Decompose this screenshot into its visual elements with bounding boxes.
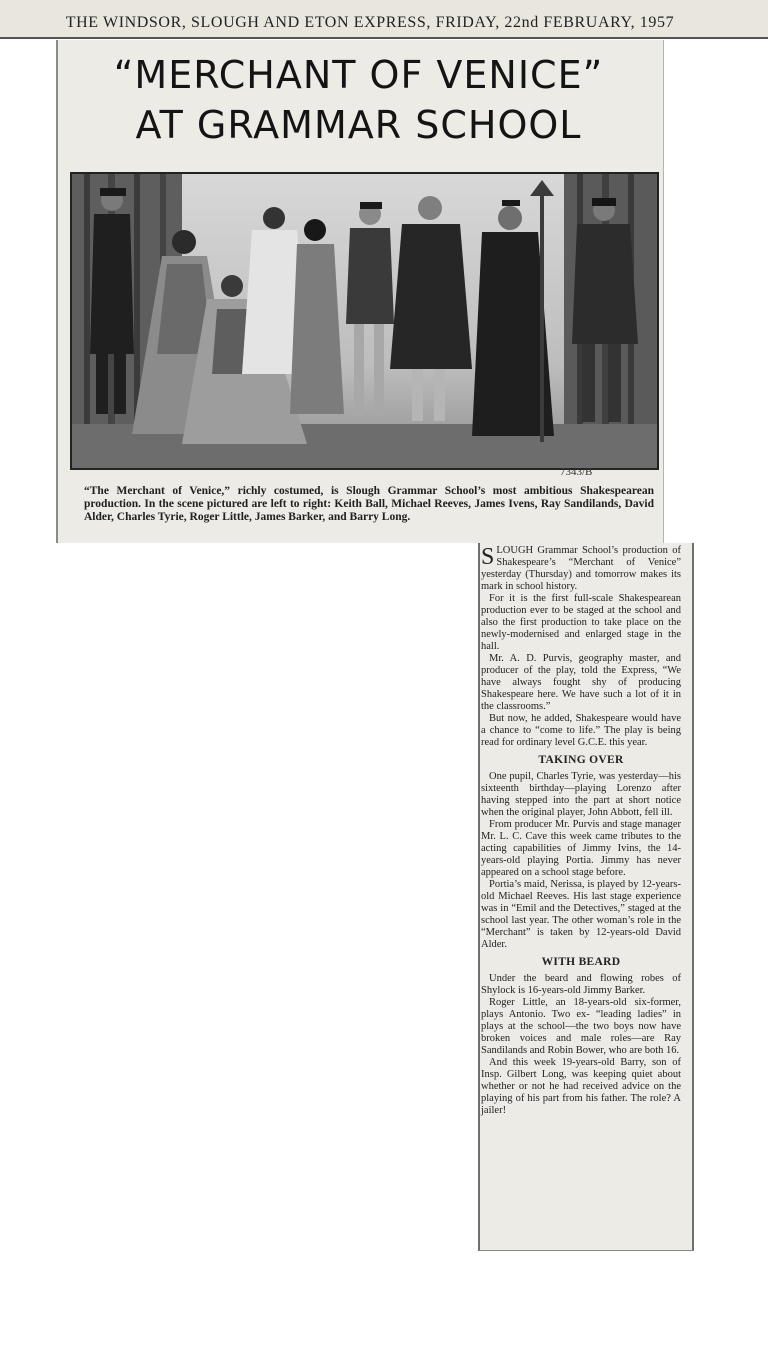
article-paragraph: For it is the first full-scale Shakespearean production ever to be staged at the school and also the first production to take place on the newly-modernised and enlarged stage in the hall.	[481, 593, 681, 652]
photo-caption: “The Merchant of Venice,” richly costumed, is Slough Grammar School’s most ambitious Shakespearean production. In the scene pictured are left to right: Keith Ball, Michael Reeves, James Ivens, Ray Sandilands, David Alder, Charles Tyrie, Roger Little, James Barker, and Barry Long.	[84, 485, 654, 523]
headline	[56, 50, 661, 150]
masthead: THE WINDSOR, SLOUGH AND ETON EXPRESS, FRIDAY, 22nd FEBRUARY, 1957	[65, 14, 675, 31]
article-paragraph: Roger Little, an 18-years-old six-former, plays Antonio. Two ex- “leading ladies” in plays at the school—the two boys now have broken voices and male roles—are Ray Sandilands and Robin Bower, who are both 16.	[481, 997, 681, 1056]
article-paragraph: But now, he added, Shakespeare would have a chance to “come to life.” The play is being read for ordinary level G.C.E. this year.	[481, 713, 681, 748]
article-paragraph: And this week 19-years-old Barry, son of Insp. Gilbert Long, was keeping quiet about whether or not he had received advice on the playing of his part from his father. The role? A jailer!	[481, 1057, 681, 1116]
masthead-rule	[0, 37, 768, 39]
subheading-with-beard: WITH BEARD	[541, 956, 621, 968]
article-paragraph: One pupil, Charles Tyrie, was yesterday—his sixteenth birthday—playing Lorenzo after having stepped into the part at short notice when the original player, John Abbott, fell ill.	[481, 771, 681, 818]
stage-photo-illustration	[72, 174, 657, 468]
headline-line-2: AT GRAMMAR SCHOOL	[135, 103, 582, 147]
article-paragraph	[481, 545, 681, 593]
photo-reference-number: 7343/B	[560, 466, 593, 478]
article-paragraph: From producer Mr. Purvis and stage manager Mr. L. C. Cave this week came tributes to the acting capabilities of Jimmy Ivins, the 14-years-old playing Portia. Jimmy has never appeared on a school stage before.	[481, 819, 681, 878]
article-paragraph: Under the beard and flowing robes of Shylock is 16-years-old Jimmy Barker.	[481, 973, 681, 996]
subheading-taking-over: TAKING OVER	[538, 754, 624, 766]
headline-line-1: “MERCHANT OF VENICE”	[113, 53, 604, 97]
article-paragraph-text: LOUGH Grammar School’s production of Shakespeare’s “Merchant of Venice” yesterday (Thursday) and tomorrow makes its mark in school history.	[481, 545, 681, 592]
article-paragraph: Portia’s maid, Nerissa, is played by 12-years-old Michael Reeves. His last stage experience was in “Emil and the Detectives,” staged at the school last year. The other woman’s role in the “Merchant” is taken by 12-years-old David Alder.	[481, 879, 681, 950]
stage-photo	[70, 172, 659, 470]
drop-cap: S	[481, 544, 495, 570]
article-paragraph: Mr. A. D. Purvis, geography master, and producer of the play, told the Express, “We have always fought shy of producing Shakespeare here. We have such a lot of it in the classrooms.”	[481, 653, 681, 712]
article-body	[481, 545, 681, 1117]
